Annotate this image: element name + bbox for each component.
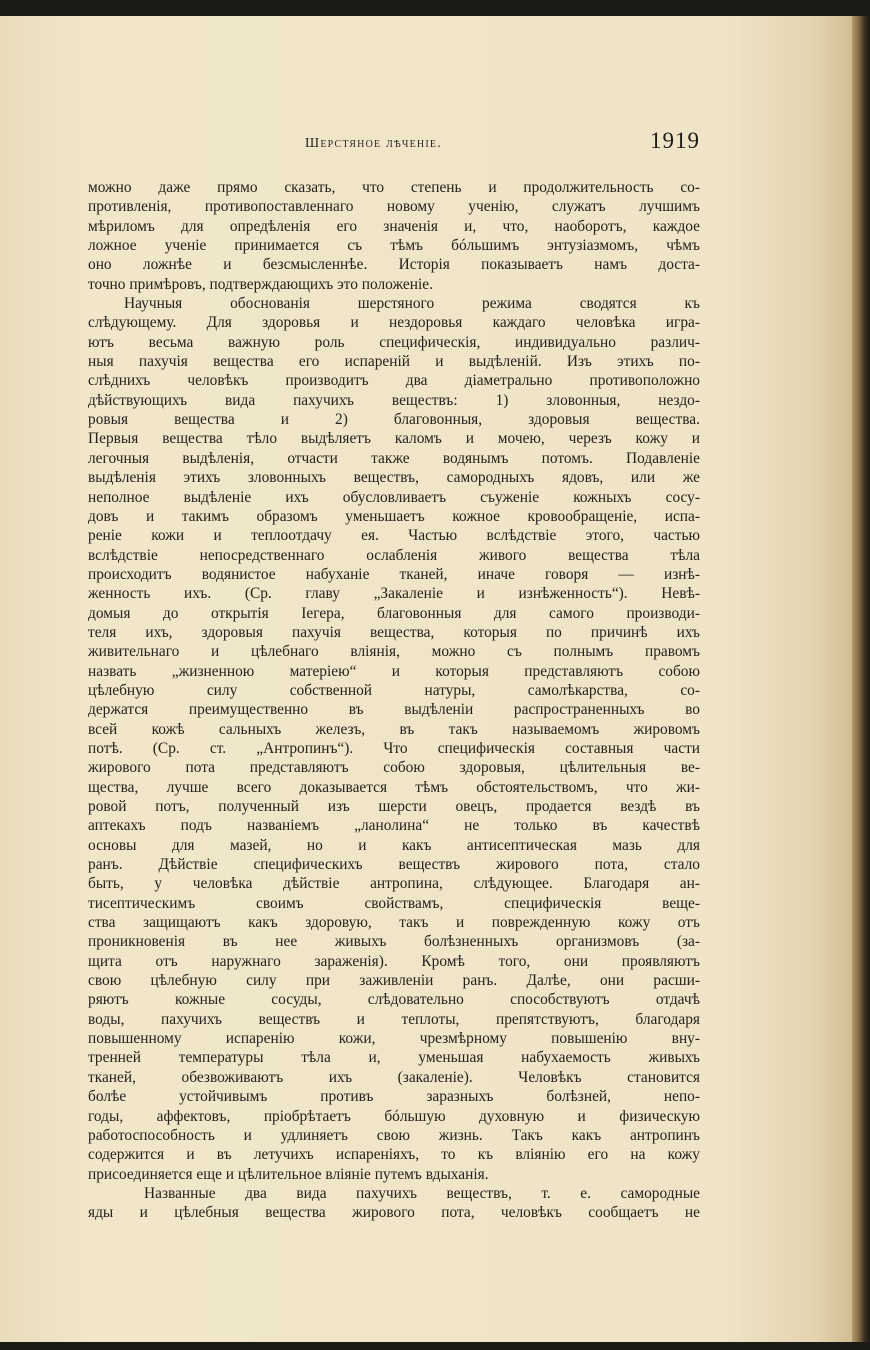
text-line: воды, пахучихъ веществъ и теплоты, препятствуютъ, благодаря [88, 1010, 700, 1028]
text-line: ровыя вещества и 2) благовонныя, здоровыя вещества. [88, 411, 700, 429]
text-line: дѣйствующихъ вида пахучихъ веществъ: 1) зловонныя, нездо- [88, 391, 700, 409]
page-number: 1919 [650, 128, 700, 153]
text-line: проникновенія въ нее живыхъ болѣзненныхъ организмовъ (за- [88, 933, 700, 951]
running-title: Шерстяное лѣченіе. [305, 136, 442, 151]
text-line: вслѣдствіе непосредственнаго ослабленія живого вещества тѣла [88, 546, 700, 564]
text-line: точно примѣровъ, подтверждающихъ это положеніе. [88, 275, 433, 293]
text-line: слѣднихъ человѣкъ производитъ два діаметрально противоположно [88, 372, 700, 390]
text-line: щита отъ наружнаго зараженія). Кромѣ того, они проявляютъ [88, 952, 700, 970]
text-line: работоспособность и удлиняетъ свою жизнь. Такъ какъ антропинъ [88, 1126, 700, 1144]
text-line: назвать „жизненною матеріею“ и которыя представляютъ собою [88, 662, 700, 680]
text-line: жирового пота представляютъ собою здоровыя, цѣлительныя ве- [88, 759, 700, 777]
text-line: ютъ весьма важную роль специфическія, индивидуально различ- [88, 333, 700, 351]
text-line: держатся преимущественно въ выдѣленіи распространенныхъ во [88, 701, 700, 719]
text-line: можно даже прямо сказать, что степень и продолжительность со- [88, 179, 700, 196]
text-line: оно ложнѣе и безсмысленнѣе. Исторія показываетъ намъ доста- [88, 256, 700, 274]
text-line: повышенному испаренію кожи, чрезмѣрному повышенію вну- [88, 1030, 700, 1048]
text-line: легочныя выдѣленія, отчасти также водянымъ потомъ. Подавленіе [88, 449, 700, 467]
text-line: теля ихъ, здоровыя пахучія вещества, которыя по причинѣ ихъ [88, 623, 700, 641]
text-line: ложное ученіе принимается съ тѣмъ бóльшимъ энтузіазмомъ, чѣмъ [88, 237, 700, 255]
text-line: яды и цѣлебныя вещества жирового пота, человѣкъ сообщаетъ не [88, 1204, 700, 1222]
text-line: выдѣленія этихъ зловонныхъ веществъ, самородныхъ ядовъ, или же [88, 469, 700, 487]
text-line: содержится и въ летучихъ испареніяхъ, то къ вліянію его на кожу [88, 1146, 700, 1164]
text-line: болѣе устойчивымъ противъ заразныхъ болѣзней, непо- [88, 1088, 700, 1106]
text-line: ряютъ кожные сосуды, слѣдовательно способствуютъ отдачѣ [88, 991, 700, 1009]
body-text [88, 178, 700, 1223]
text-line: происходитъ водянистое набуханіе тканей, иначе говоря — изнѣ- [88, 565, 700, 583]
text-line: Научныя обоснованія шерстяного режима сводятся къ [124, 295, 700, 313]
text-line: живительнаго и цѣлебнаго вліянія, можно съ полнымъ правомъ [88, 643, 700, 661]
text-line: присоединяется еще и цѣлительное вліяніе путемъ вдыханія. [88, 1165, 489, 1183]
text-line: основы для мазей, но и какъ антисептическая мазь для [88, 836, 700, 854]
text-line: Названные два вида пахучихъ веществъ, т. е. самородные [144, 1184, 700, 1202]
text-line: ныя пахучія вещества его испареній и выдѣленій. Изъ этихъ по- [88, 353, 700, 371]
text-line: потѣ. (Ср. ст. „Антропинъ“). Что специфическія составныя части [88, 739, 700, 757]
text-line: годы, аффектовъ, пріобрѣтаетъ бóльшую духовную и физическую [88, 1107, 700, 1125]
text-line: домыя до открытія Iегера, благовонныя для самого производи- [88, 604, 700, 622]
text-line: реніе кожи и теплоотдачу ея. Частью вслѣдствіе этого, частью [88, 527, 700, 545]
text-line: тисептическимъ своимъ свойствамъ, специфическія веще- [88, 894, 700, 912]
page-header [90, 124, 700, 164]
text-line: тренней температуры тѣла и, уменьшая набухаемость живыхъ [88, 1049, 700, 1067]
text-line: мѣриломъ для опредѣленія его значенія и, что, наоборотъ, каждое [88, 217, 700, 235]
text-line: женность ихъ. (Ср. главу „Закаленіе и изнѣженность“). Невѣ- [88, 585, 700, 603]
text-line: свою цѣлебную силу при заживленіи ранъ. Далѣе, они расши- [88, 972, 700, 990]
text-line: ровой потъ, полученный изъ шерсти овецъ, продается вездѣ въ [88, 798, 700, 815]
text-line: всей кожѣ сальныхъ железъ, въ такъ называемомъ жировомъ [88, 720, 700, 738]
text-line: довъ и такимъ образомъ уменьшаетъ кожное кровообращеніе, испа- [88, 507, 700, 525]
text-line: слѣдующему. Для здоровья и нездоровья каждаго человѣка игра- [88, 314, 700, 332]
page-edge-shadow [852, 16, 870, 1342]
text-line: быть, у человѣка дѣйствіе антропина, слѣдующее. Благодаря ан- [88, 875, 700, 893]
text-line: Первыя вещества тѣло выдѣляетъ каломъ и мочею, черезъ кожу и [88, 430, 700, 448]
text-line: щества, лучше всего доказывается тѣмъ обстоятельствомъ, что жи- [88, 778, 700, 796]
text-line: ства защищаютъ какъ здоровую, такъ и поврежденную кожу отъ [88, 914, 700, 932]
text-line: противленія, противопоставленнаго новому ученію, служатъ лучшимъ [88, 198, 700, 216]
text-line: неполное выдѣленіе ихъ обусловливаетъ съуженіе кожныхъ сосу- [88, 488, 700, 506]
text-line: аптекахъ подъ названіемъ „ланолина“ не только въ качествѣ [88, 817, 700, 835]
text-line: ранъ. Дѣйствіе специфическихъ веществъ жирового пота, стало [88, 856, 700, 874]
text-line: тканей, обезвоживаютъ ихъ (закаленіе). Человѣкъ становится [88, 1068, 700, 1086]
text-line: цѣлебную силу собственной натуры, самолѣкарства, со- [88, 681, 700, 699]
